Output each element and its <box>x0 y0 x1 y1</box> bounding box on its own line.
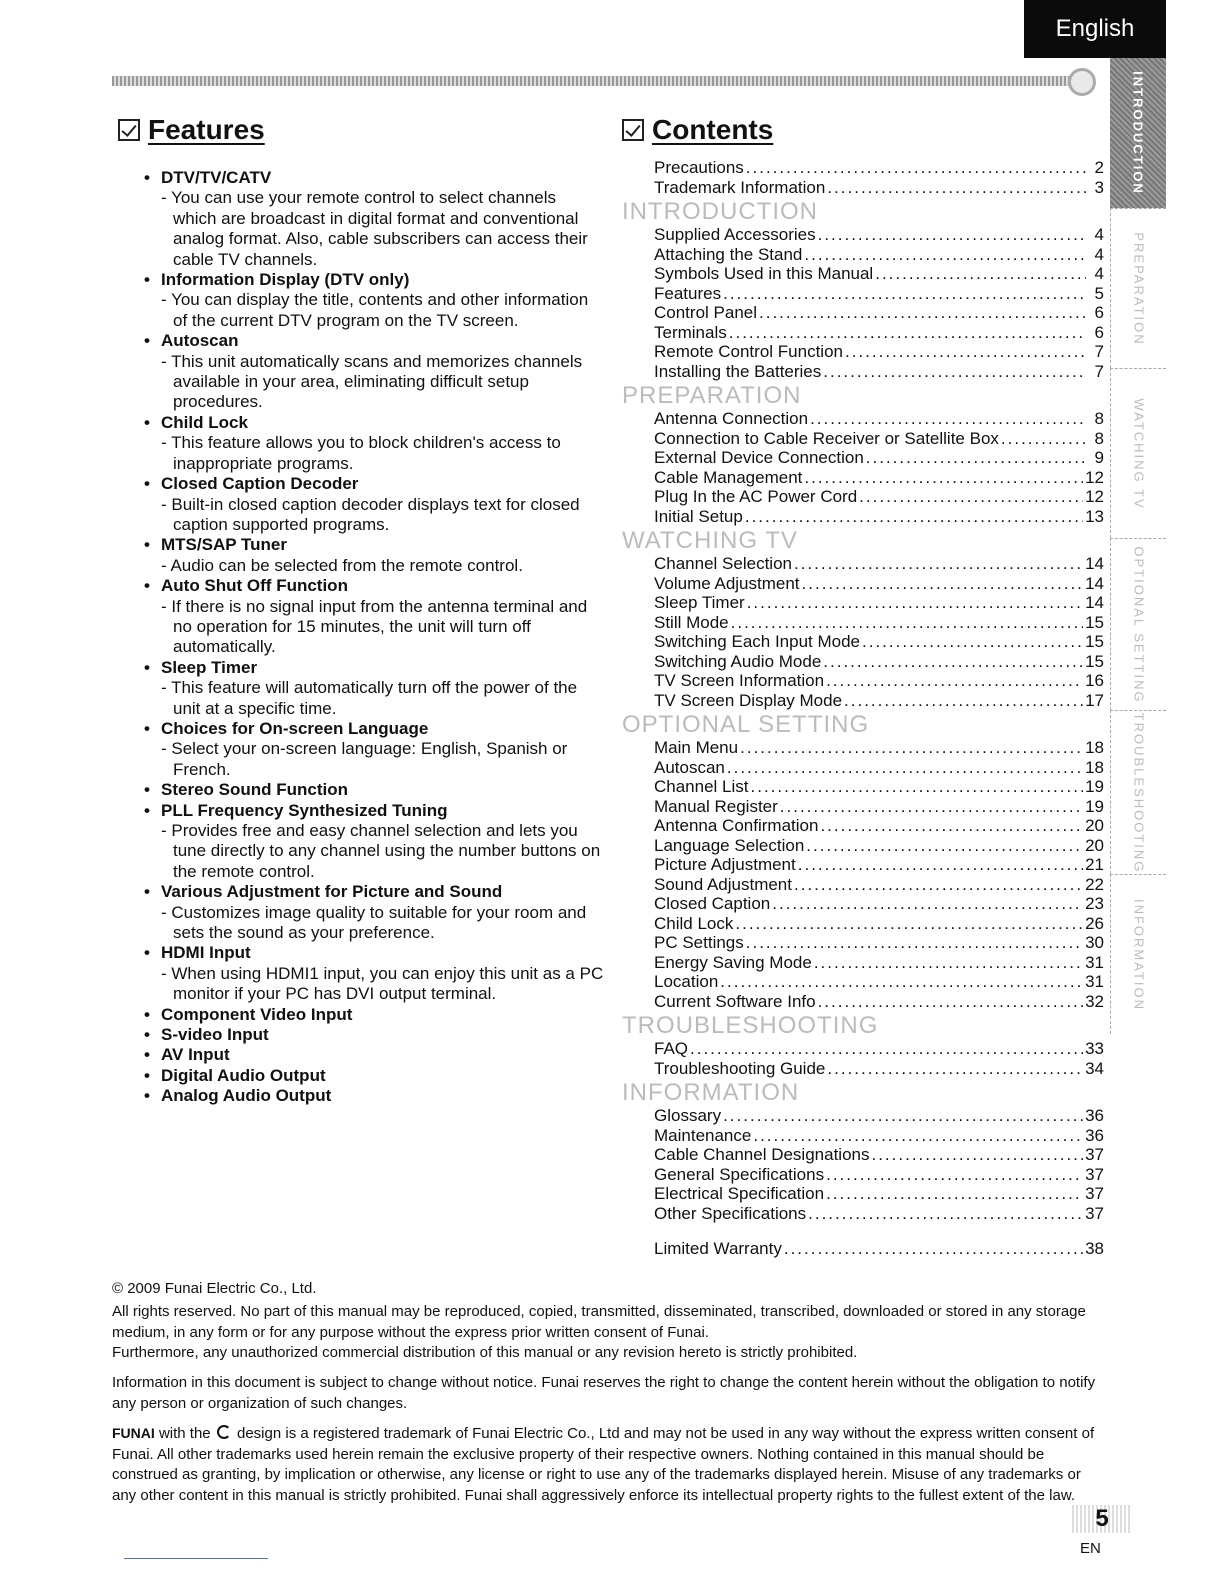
toc-entry[interactable] <box>622 362 1104 382</box>
checkbox-icon <box>622 119 644 141</box>
feature-title: • AV Input <box>144 1045 604 1065</box>
toc-entry[interactable] <box>622 158 1104 178</box>
rights-text: All rights reserved. No part of this manual may be reproduced, copied, transmitted, disseminated, transcribed, downloaded or stored in any storage medium, in any form or for any purpose without the express prior written consent of Funai. <box>112 1303 1086 1341</box>
toc-entry[interactable] <box>622 777 1104 797</box>
dot-leader <box>862 632 1083 652</box>
toc-entry-page: 20 <box>1085 816 1104 835</box>
toc-entry-label: Channel List <box>654 777 749 796</box>
toc-entry-page: 17 <box>1085 690 1104 710</box>
toc-entry[interactable] <box>622 933 1104 953</box>
dot-leader <box>875 264 1086 284</box>
feature-title: • MTS/SAP Tuner <box>144 535 604 555</box>
toc-entry-label: Switching Audio Mode <box>654 651 822 671</box>
toc-entry[interactable] <box>622 409 1104 429</box>
dot-leader <box>866 448 1086 468</box>
toc-entry[interactable] <box>622 992 1104 1012</box>
dot-leader <box>729 323 1086 343</box>
toc-entry-page: 36 <box>1085 1106 1104 1125</box>
toc-entry[interactable] <box>622 1126 1104 1146</box>
toc-entry[interactable] <box>622 468 1104 488</box>
dot-leader <box>794 875 1083 895</box>
toc-entry[interactable] <box>622 1184 1104 1204</box>
toc-entry-page: 18 <box>1085 738 1104 757</box>
toc-entry-page: 5 <box>1094 283 1104 303</box>
toc-entry-label: Sound Adjustment <box>654 874 792 894</box>
side-tab-information[interactable]: INFORMATION <box>1110 874 1166 1034</box>
footer-rights <box>112 1302 1102 1364</box>
toc-entry-label: Current Software Info <box>654 991 816 1011</box>
toc-entry-label: Troubleshooting Guide <box>654 1058 826 1078</box>
dot-leader <box>720 972 1083 992</box>
dot-leader <box>810 409 1086 429</box>
toc-entry-page: 37 <box>1085 1164 1104 1184</box>
dot-leader <box>823 652 1083 672</box>
dot-leader <box>823 362 1086 382</box>
toc-entry-page: 31 <box>1085 972 1104 991</box>
dot-leader <box>780 797 1083 817</box>
toc-section-heading[interactable]: WATCHING TV <box>622 527 798 554</box>
dot-leader <box>844 691 1083 711</box>
dot-leader <box>820 816 1083 836</box>
feature-description: - Select your on-screen language: English, Spanish or French. <box>161 739 568 779</box>
circle-icon <box>1068 68 1096 96</box>
feature-description: - This unit automatically scans and memorizes channels available in your area, eliminating difficult setup procedures. <box>161 351 583 412</box>
toc-entry-page: 36 <box>1085 1125 1104 1145</box>
feature-title: • PLL Frequency Synthesized Tuning <box>144 801 604 821</box>
toc-entry-page: 26 <box>1085 913 1104 933</box>
dot-leader <box>871 1145 1083 1165</box>
dot-leader <box>814 953 1083 973</box>
top-divider <box>112 76 1072 86</box>
toc-entry[interactable] <box>622 342 1104 362</box>
feature-title: • HDMI Input <box>144 943 604 963</box>
toc-entry-label: Channel Selection <box>654 554 792 573</box>
section-tabs <box>1110 58 1166 1034</box>
toc-entry-page: 14 <box>1085 593 1104 612</box>
dot-leader <box>759 303 1086 323</box>
features-title: Features <box>148 114 265 145</box>
dot-leader <box>727 758 1083 778</box>
toc-entry[interactable] <box>622 178 1104 198</box>
toc-entry[interactable] <box>622 1059 1104 1079</box>
dot-leader <box>808 1204 1083 1224</box>
toc-entry[interactable] <box>622 264 1104 284</box>
feature-description: - Provides free and easy channel selection and lets you tune directly to any channel using the number buttons on the remote control. <box>161 821 601 881</box>
toc-entry-page: 13 <box>1085 506 1104 526</box>
toc-entry-page: 15 <box>1085 632 1104 651</box>
dot-leader <box>802 574 1084 594</box>
trademark-text: design is a registered trademark of Funai Electric Co., Ltd and may not be used in any way without the express written consent of Funai. All other trademarks used herein remain the exclusive property of their respective owners. Nothing contained in this manual should be construed as granting, by implication or otherwise, any license or right to use any of the trademarks displayed herein. Misuse of any trademarks or any other content in this manual is strictly prohibited. Funai shall aggressively enforce its intellectual property rights to the fullest extent of the law. <box>112 1425 1095 1504</box>
toc-entry-label: Manual Register <box>654 796 778 816</box>
feature-title: • Digital Audio Output <box>144 1066 604 1086</box>
toc-entry-page: 3 <box>1094 177 1104 197</box>
dot-leader <box>794 554 1083 574</box>
dot-leader <box>827 1059 1083 1079</box>
toc-entry-page: 2 <box>1094 158 1104 177</box>
feature-title: • DTV/TV/CATV <box>144 168 604 188</box>
page-language: EN <box>1080 1540 1101 1557</box>
feature-title: • Autoscan <box>144 331 604 351</box>
toc-entry-label: Cable Management <box>654 467 803 487</box>
dot-leader <box>804 245 1086 265</box>
toc-entry-label: Picture Adjustment <box>654 855 796 874</box>
toc-entry-label: FAQ <box>654 1039 689 1058</box>
toc-entry[interactable] <box>622 1039 1104 1059</box>
dot-leader <box>859 487 1083 507</box>
distribution-text: Furthermore, any unauthorized commercial distribution of this manual or any revision hereto is strictly prohibited. <box>112 1344 858 1361</box>
feature-title: • Various Adjustment for Picture and Sound <box>144 882 604 902</box>
dot-leader <box>1001 429 1086 449</box>
notice-text: Information in this document is subject to change without notice. Funai reserves the right to change the content herein without the obligation to notify any person or organization of such changes. <box>112 1374 1096 1412</box>
toc-entry-label: Initial Setup <box>654 506 743 526</box>
toc-entry-page: 4 <box>1094 244 1104 264</box>
toc-entry-label: External Device Connection <box>654 448 864 467</box>
toc-entry-label: Antenna Connection <box>654 409 809 428</box>
toc-entry-label: Terminals <box>654 322 727 342</box>
toc-entry-label: Features <box>654 283 722 303</box>
toc-entry[interactable] <box>622 855 1104 875</box>
feature-description: - This feature will automatically turn off the power of the unit at a specific time. <box>161 678 578 718</box>
toc-entry-page: 23 <box>1085 894 1104 913</box>
toc-entry[interactable] <box>622 691 1104 711</box>
dot-leader <box>806 836 1083 856</box>
toc-entry-page: 19 <box>1085 796 1104 816</box>
toc-entry-label: Language Selection <box>654 835 805 855</box>
feature-title: • Analog Audio Output <box>144 1086 604 1106</box>
toc-entry-page: 6 <box>1094 303 1104 322</box>
toc-entry-page: 9 <box>1094 448 1104 467</box>
side-tab-optional-setting[interactable]: OPTIONAL SETTING <box>1110 538 1166 710</box>
toc-entry[interactable] <box>622 323 1104 343</box>
toc-entry-label: Energy Saving Mode <box>654 952 812 972</box>
toc-entry-page: 7 <box>1094 361 1104 381</box>
toc-entry-label: Still Mode <box>654 612 729 632</box>
toc-entry-page: 8 <box>1094 428 1104 448</box>
side-tab-troubleshooting[interactable]: TROUBLESHOOTING <box>1110 710 1166 874</box>
toc-entry-label: Installing the Batteries <box>654 361 822 381</box>
dot-leader <box>798 855 1083 875</box>
toc-entry-label: Location <box>654 972 719 991</box>
dot-leader <box>746 158 1086 178</box>
toc-entry[interactable] <box>622 554 1104 574</box>
features-list <box>144 168 604 1107</box>
toc-entry[interactable] <box>622 1239 1104 1259</box>
toc-entry[interactable] <box>622 671 1104 691</box>
dot-leader <box>784 1239 1083 1259</box>
toc-entry[interactable] <box>622 894 1104 914</box>
toc-entry-page: 22 <box>1085 874 1104 894</box>
toc-entry-label: Supplied Accessories <box>654 225 816 244</box>
toc-entry-label: Main Menu <box>654 738 739 757</box>
toc-section-heading[interactable]: INTRODUCTION <box>622 198 818 225</box>
toc-entry-label: Antenna Confirmation <box>654 816 819 835</box>
feature-title: • Component Video Input <box>144 1005 604 1025</box>
toc-entry[interactable] <box>622 303 1104 323</box>
toc-entry-page: 34 <box>1085 1058 1104 1078</box>
toc-entry-page: 37 <box>1085 1184 1104 1203</box>
toc-entry-page: 4 <box>1094 264 1104 283</box>
toc-entry-page: 14 <box>1085 573 1104 593</box>
toc-entry-label: Volume Adjustment <box>654 573 800 593</box>
dot-leader <box>751 777 1084 797</box>
contents-title: Contents <box>652 114 774 145</box>
dot-leader <box>690 1039 1083 1059</box>
toc-section-heading[interactable]: OPTIONAL SETTING <box>622 711 870 738</box>
toc-entry[interactable] <box>622 429 1104 449</box>
toc-section-heading[interactable]: INFORMATION <box>622 1079 800 1106</box>
funai-logo: FUNAI <box>112 1425 155 1441</box>
funai-swirl-icon <box>217 1425 231 1439</box>
toc-entry-label: Plug In the AC Power Cord <box>654 487 858 506</box>
toc-entry-page: 30 <box>1085 933 1104 952</box>
toc-entry[interactable] <box>622 816 1104 836</box>
toc-entry-page: 6 <box>1094 322 1104 342</box>
dot-leader <box>826 1184 1083 1204</box>
dot-leader <box>745 507 1083 527</box>
feature-title: • Child Lock <box>144 413 604 433</box>
toc-entry[interactable] <box>622 953 1104 973</box>
feature-title: • Auto Shut Off Function <box>144 576 604 596</box>
toc-entry[interactable] <box>622 574 1104 594</box>
toc-entry-page: 33 <box>1085 1039 1104 1058</box>
toc-entry-label: Maintenance <box>654 1125 752 1145</box>
dot-leader <box>753 1126 1083 1146</box>
toc-entry[interactable] <box>622 593 1104 613</box>
toc-entry-page: 14 <box>1085 554 1104 573</box>
toc-entry[interactable] <box>622 507 1104 527</box>
toc-entry-label: Remote Control Function <box>654 342 843 361</box>
toc-entry[interactable] <box>622 1145 1104 1165</box>
checkbox-icon <box>118 119 140 141</box>
table-of-contents <box>622 158 1104 1259</box>
dot-leader <box>818 992 1084 1012</box>
toc-entry[interactable] <box>622 836 1104 856</box>
toc-entry[interactable] <box>622 914 1104 934</box>
toc-entry-page: 20 <box>1085 835 1104 855</box>
feature-description: - If there is no signal input from the antenna terminal and no operation for 15 minutes, the unit will turn off automatically. <box>161 596 588 657</box>
feature-title: • Stereo Sound Function <box>144 780 604 800</box>
toc-entry[interactable] <box>622 448 1104 468</box>
toc-entry[interactable] <box>622 245 1104 265</box>
language-tab: English <box>1024 0 1166 58</box>
feature-title: • Information Display (DTV only) <box>144 270 604 290</box>
toc-entry-page: 12 <box>1085 467 1104 487</box>
toc-entry-label: General Specifications <box>654 1164 825 1184</box>
toc-entry[interactable] <box>622 613 1104 633</box>
toc-entry[interactable] <box>622 738 1104 758</box>
feature-description: - You can display the title, contents and other information of the current DTV program on the TV screen. <box>161 290 589 330</box>
dot-leader <box>747 593 1083 613</box>
toc-entry[interactable] <box>622 797 1104 817</box>
toc-entry-page: 12 <box>1085 487 1104 506</box>
dot-leader <box>723 1106 1083 1126</box>
bottom-rule <box>124 1558 268 1559</box>
feature-description: - You can use your remote control to select channels which are broadcast in digital format and conventional analog format. Also, cable subscribers can access their cable TV channels. <box>161 188 588 269</box>
toc-entry-label: Symbols Used in this Manual <box>654 264 874 283</box>
dot-leader <box>723 284 1086 304</box>
features-heading <box>118 114 265 146</box>
toc-entry[interactable] <box>622 284 1104 304</box>
toc-entry-label: TV Screen Display Mode <box>654 690 843 710</box>
toc-entry-page: 31 <box>1085 952 1104 972</box>
feature-description: - This feature allows you to block children's access to inappropriate programs. <box>161 433 561 473</box>
feature-title: • Choices for On-screen Language <box>144 719 604 739</box>
dot-leader <box>818 225 1086 245</box>
toc-entry-page: 21 <box>1085 855 1104 874</box>
dot-leader <box>731 613 1083 633</box>
toc-entry-label: Closed Caption <box>654 894 771 913</box>
toc-entry-label: Switching Each Input Mode <box>654 632 861 651</box>
dot-leader <box>826 671 1083 691</box>
dot-leader <box>746 933 1083 953</box>
toc-section-heading[interactable]: PREPARATION <box>622 382 802 409</box>
dot-leader <box>804 468 1083 488</box>
copyright-line: © 2009 Funai Electric Co., Ltd. <box>112 1280 317 1297</box>
toc-entry-label: Connection to Cable Receiver or Satellite Box <box>654 428 999 448</box>
toc-entry-page: 32 <box>1085 991 1104 1011</box>
toc-entry-label: Precautions <box>654 158 744 177</box>
toc-entry[interactable] <box>622 1165 1104 1185</box>
dot-leader <box>827 178 1086 198</box>
toc-entry-page: 16 <box>1085 671 1104 690</box>
page-number: 5 <box>1072 1505 1132 1533</box>
toc-entry[interactable] <box>622 632 1104 652</box>
feature-description: - Customizes image quality to suitable for your room and sets the sound as your preference. <box>161 902 587 943</box>
trademark-pre: with the <box>158 1425 211 1442</box>
toc-entry[interactable] <box>622 1204 1104 1224</box>
toc-entry-label: Other Specifications <box>654 1203 807 1223</box>
toc-entry-label: Limited Warranty <box>654 1239 782 1258</box>
feature-title: • Sleep Timer <box>144 658 604 678</box>
toc-section-heading[interactable]: TROUBLESHOOTING <box>622 1012 879 1039</box>
feature-title: • S-video Input <box>144 1025 604 1045</box>
contents-heading <box>622 114 773 146</box>
toc-entry[interactable] <box>622 487 1104 507</box>
toc-entry-page: 38 <box>1085 1239 1104 1258</box>
feature-description: - Audio can be selected from the remote control. <box>161 555 523 575</box>
toc-entry[interactable] <box>622 875 1104 895</box>
toc-entry[interactable] <box>622 758 1104 778</box>
toc-entry[interactable] <box>622 972 1104 992</box>
toc-entry-page: 19 <box>1085 777 1104 796</box>
toc-entry-label: Child Lock <box>654 913 734 933</box>
toc-entry-label: Control Panel <box>654 303 758 322</box>
toc-entry-page: 18 <box>1085 757 1104 777</box>
toc-entry-label: PC Settings <box>654 933 744 952</box>
toc-entry-label: TV Screen Information <box>654 671 825 690</box>
toc-entry-page: 37 <box>1085 1145 1104 1164</box>
side-tab-watching-tv[interactable]: WATCHING TV <box>1110 368 1166 538</box>
side-tab-introduction[interactable]: INTRODUCTION <box>1110 58 1166 208</box>
dot-leader <box>845 342 1086 362</box>
toc-entry[interactable] <box>622 652 1104 672</box>
side-tab-preparation[interactable]: PREPARATION <box>1110 208 1166 368</box>
toc-entry-page: 37 <box>1085 1203 1104 1223</box>
toc-entry-page: 4 <box>1094 225 1104 244</box>
toc-entry-label: Cable Channel Designations <box>654 1145 870 1164</box>
toc-entry[interactable] <box>622 225 1104 245</box>
toc-entry-label: Sleep Timer <box>654 593 745 612</box>
feature-description: - When using HDMI1 input, you can enjoy this unit as a PC monitor if your PC has DVI output terminal. <box>161 963 604 1004</box>
toc-entry-page: 15 <box>1085 651 1104 671</box>
dot-leader <box>772 894 1083 914</box>
toc-entry-page: 15 <box>1085 612 1104 632</box>
toc-entry-label: Attaching the Stand <box>654 244 803 264</box>
feature-description: - Built-in closed caption decoder displays text for closed caption supported programs. <box>161 494 580 534</box>
dot-leader <box>826 1165 1083 1185</box>
toc-entry-label: Trademark Information <box>654 177 826 197</box>
trademark-paragraph <box>112 1423 1102 1506</box>
toc-entry-label: Electrical Specification <box>654 1184 825 1203</box>
toc-entry-label: Autoscan <box>654 757 725 777</box>
toc-entry-label: Glossary <box>654 1106 722 1125</box>
dot-leader <box>735 914 1083 934</box>
toc-entry-page: 7 <box>1094 342 1104 361</box>
toc-entry[interactable] <box>622 1106 1104 1126</box>
toc-entry-page: 8 <box>1094 409 1104 428</box>
feature-title: • Closed Caption Decoder <box>144 474 604 494</box>
dot-leader <box>740 738 1083 758</box>
